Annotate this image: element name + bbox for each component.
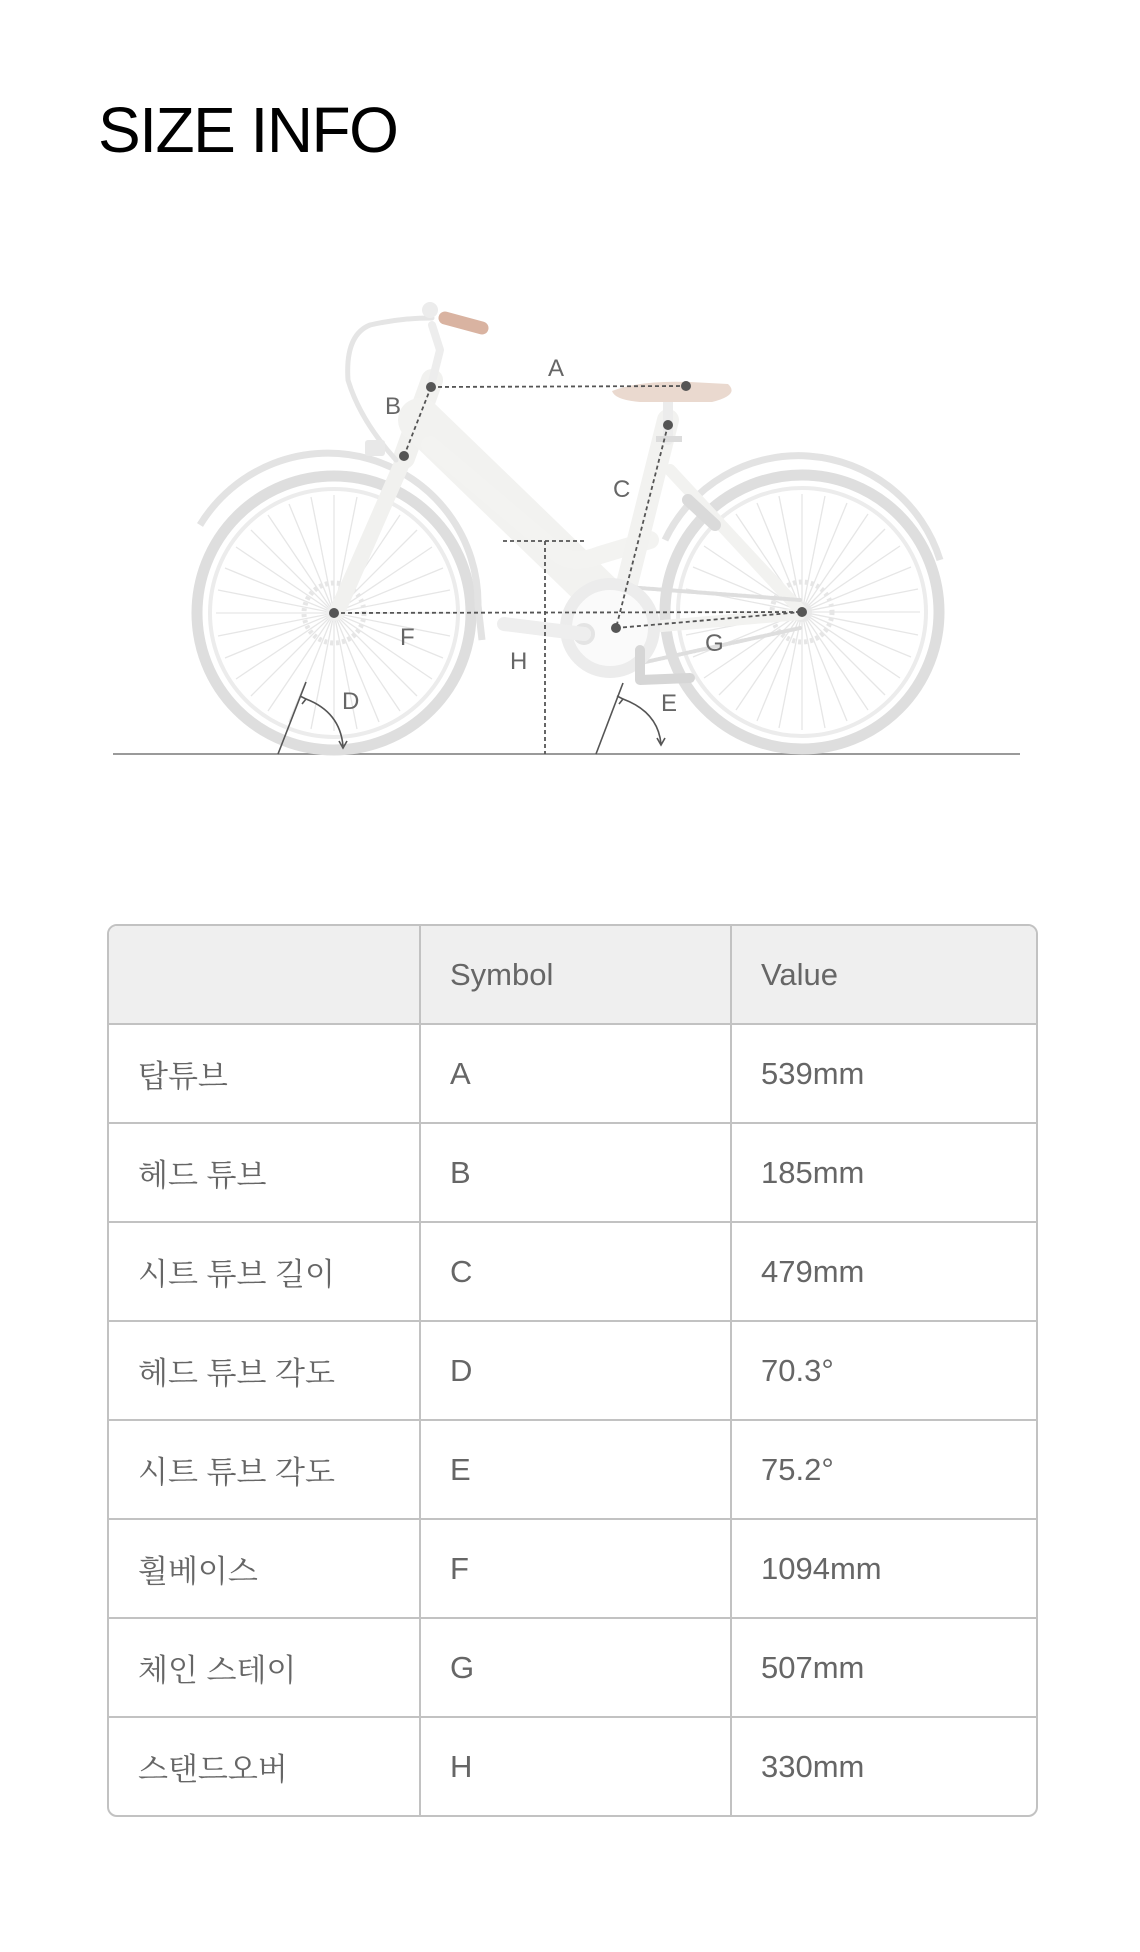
table-row (109, 1618, 1036, 1717)
row-symbol: C (420, 1222, 731, 1321)
bike-illustration (0, 280, 1140, 780)
row-symbol: B (420, 1123, 731, 1222)
row-symbol: H (420, 1717, 731, 1815)
angle-markers (278, 682, 665, 754)
row-symbol: F (420, 1519, 731, 1618)
bike-geometry-diagram (0, 280, 1140, 780)
row-value: 479mm (731, 1222, 1036, 1321)
row-value: 70.3° (731, 1321, 1036, 1420)
table-row (109, 1321, 1036, 1420)
size-table (107, 924, 1038, 1817)
row-name: 헤드 튜브 (109, 1123, 420, 1222)
row-value: 185mm (731, 1123, 1036, 1222)
row-name: 휠베이스 (109, 1519, 420, 1618)
label-a: A (548, 355, 565, 382)
label-f: F (400, 624, 415, 651)
row-symbol: D (420, 1321, 731, 1420)
header-value: Value (731, 926, 1036, 1024)
table-row (109, 1519, 1036, 1618)
row-name: 스탠드오버 (109, 1717, 420, 1815)
table-row (109, 1717, 1036, 1815)
row-value: 1094mm (731, 1519, 1036, 1618)
table-row (109, 1420, 1036, 1519)
page-title: SIZE INFO (98, 94, 398, 166)
label-b: B (385, 393, 402, 420)
header-name (109, 926, 420, 1024)
row-name: 헤드 튜브 각도 (109, 1321, 420, 1420)
header-symbol: Symbol (420, 926, 731, 1024)
row-symbol: A (420, 1024, 731, 1123)
row-symbol: G (420, 1618, 731, 1717)
table-row (109, 1024, 1036, 1123)
row-value: 75.2° (731, 1420, 1036, 1519)
table-row (109, 1123, 1036, 1222)
row-name: 체인 스테이 (109, 1618, 420, 1717)
row-name: 시트 튜브 길이 (109, 1222, 420, 1321)
label-d: D (342, 688, 360, 715)
label-e: E (661, 690, 678, 717)
row-symbol: E (420, 1420, 731, 1519)
row-name: 탑튜브 (109, 1024, 420, 1123)
label-g: G (705, 630, 724, 657)
label-h: H (510, 648, 528, 675)
row-value: 539mm (731, 1024, 1036, 1123)
table-header-row (109, 926, 1036, 1024)
row-value: 330mm (761, 1748, 865, 1784)
row-value: 507mm (731, 1618, 1036, 1717)
label-c: C (613, 476, 631, 503)
table-row (109, 1222, 1036, 1321)
row-name: 시트 튜브 각도 (109, 1420, 420, 1519)
